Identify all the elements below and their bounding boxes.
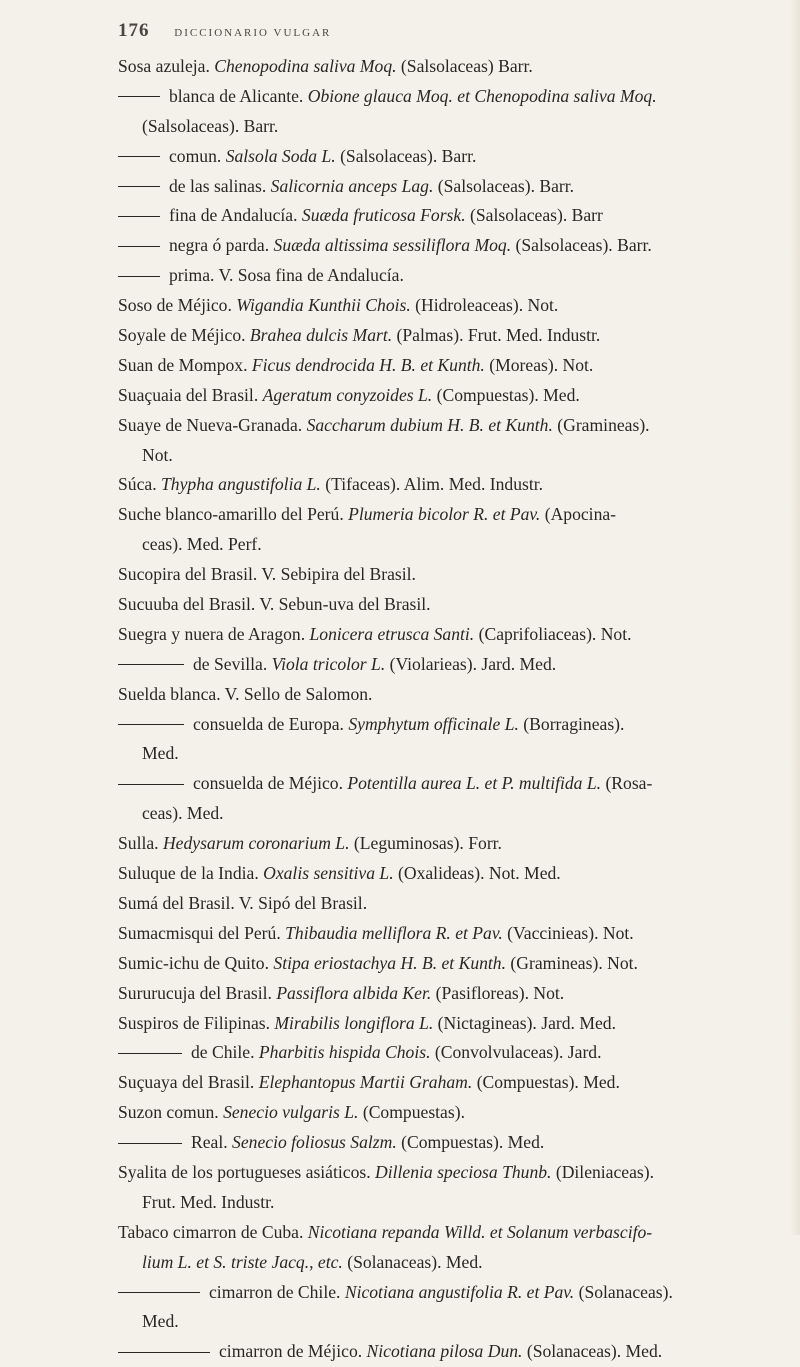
- entry-line: [118, 859, 788, 889]
- entry-line: [118, 1307, 788, 1337]
- entry-line: [118, 1248, 788, 1278]
- scientific-name: Hedysarum coronarium L.: [162, 833, 350, 854]
- entry-line: [118, 381, 788, 411]
- family-and-uses: (Salsolaceas) Barr.: [396, 56, 533, 76]
- entry-line: [118, 441, 788, 471]
- common-name: Sulla.: [118, 833, 163, 854]
- scientific-name: Passiflora albida Ker.: [276, 982, 432, 1003]
- entry-line: [118, 1188, 788, 1218]
- entry-line: [118, 620, 788, 650]
- family-and-uses: (Leguminosas). Forr.: [349, 833, 502, 854]
- common-name: negra ó parda.: [169, 235, 274, 256]
- scientific-name: Chenopodina saliva Moq.: [214, 56, 397, 76]
- scientific-name: Suæda fruticosa Forsk.: [301, 205, 466, 226]
- common-name: cimarron de Méjico.: [219, 1341, 367, 1362]
- ditto-dash: [118, 276, 160, 277]
- scientific-name: Nicotiana angustifolia R. et Pav.: [344, 1281, 575, 1302]
- common-name: Suçuaya del Brasil.: [118, 1072, 259, 1093]
- entry-line: [118, 769, 788, 799]
- entry-line: [118, 919, 788, 949]
- common-name: consuelda de Europa.: [193, 713, 349, 734]
- entry-line: [118, 829, 788, 859]
- family-and-uses: (Salsolaceas). Barr: [465, 205, 603, 226]
- scientific-name: Thypha angustifolia L.: [161, 474, 321, 495]
- entry-line: [118, 590, 788, 620]
- ditto-dash: [118, 724, 184, 725]
- ditto-dash: [118, 1143, 182, 1144]
- common-name: de Chile.: [191, 1042, 259, 1063]
- scientific-name: Potentilla aurea L. et P. multifida L.: [347, 773, 602, 794]
- common-name: Sumic-ichu de Quito.: [118, 952, 274, 973]
- scientific-name: Suæda altissima sessiliflora Moq.: [273, 235, 512, 256]
- entry-line: [118, 1038, 788, 1068]
- family-and-uses: (Gramineas). Not.: [506, 952, 638, 973]
- family-and-uses: (Apocina-: [540, 504, 617, 525]
- entry-line: [118, 1068, 788, 1098]
- entry-line: [118, 530, 788, 560]
- scientific-name: Pharbitis hispida Chois.: [258, 1042, 431, 1063]
- common-name: Suzon comun.: [118, 1102, 224, 1123]
- entry-line: [118, 1128, 788, 1158]
- family-and-uses: (Hidroleaceas). Not.: [410, 295, 559, 316]
- common-name: cimarron de Chile.: [209, 1281, 345, 1302]
- entry-line: [118, 500, 788, 530]
- family-and-uses: (Dileniaceas).: [551, 1161, 655, 1182]
- scientific-name: Senecio vulgaris L.: [223, 1102, 359, 1123]
- scientific-name: Nicotiana repanda Willd. et Solanum verbascifo-: [307, 1221, 653, 1242]
- family-and-uses: (Salsolaceas). Barr.: [335, 145, 477, 166]
- family-and-uses: (Solanaceas). Med.: [522, 1341, 663, 1362]
- entry-line: [118, 949, 788, 979]
- page-edge-shadow: [790, 0, 800, 1235]
- scientific-name: Wigandia Kunthii Chois.: [236, 295, 411, 316]
- family-and-uses: (Violarieas). Jard. Med.: [385, 653, 557, 674]
- entry-line: [118, 291, 788, 321]
- family-and-uses: (Solanaceas).: [574, 1281, 673, 1302]
- entry-line: [118, 261, 788, 291]
- common-name: Med.: [142, 743, 179, 764]
- scientific-name: Salsola Soda L.: [225, 145, 336, 166]
- page-number: 176: [118, 20, 150, 41]
- scientific-name: Mirabilis longiflora L.: [274, 1012, 434, 1033]
- entry-line: [118, 351, 788, 381]
- common-name: ceas). Med. Perf.: [142, 534, 262, 555]
- family-and-uses: (Palmas). Frut. Med. Industr.: [392, 325, 601, 346]
- common-name: prima. V. Sosa fina de Andalucía.: [169, 265, 404, 286]
- common-name: Sucuuba del Brasil. V. Sebun-uva del Brasil.: [118, 594, 431, 615]
- family-and-uses: (Borragineas).: [518, 713, 625, 734]
- entry-line: [118, 739, 788, 769]
- common-name: Sururucuja del Brasil.: [118, 982, 277, 1003]
- entry-line: [118, 1218, 788, 1248]
- entry-line: [118, 1098, 788, 1128]
- common-name: Súca.: [118, 474, 161, 495]
- scientific-name: Salicornia anceps Lag.: [270, 175, 434, 196]
- family-and-uses: (Vaccinieas). Not.: [502, 922, 634, 943]
- ditto-dash: [118, 1053, 182, 1054]
- common-name: Not.: [142, 444, 173, 465]
- common-name: Soyale de Méjico.: [118, 325, 250, 346]
- entry-line: [118, 979, 788, 1009]
- common-name: Sosa azuleja.: [118, 56, 215, 76]
- entry-line: [118, 470, 788, 500]
- ditto-dash: [118, 246, 160, 247]
- common-name: Frut. Med. Industr.: [142, 1191, 275, 1212]
- common-name: Soso de Méjico.: [118, 295, 237, 316]
- entry-line: [118, 231, 788, 261]
- common-name: fina de Andalucía.: [169, 205, 302, 226]
- running-head: DICCIONARIO VULGAR: [174, 27, 332, 39]
- family-and-uses: (Caprifoliaceas). Not.: [474, 623, 632, 644]
- ditto-dash: [118, 156, 160, 157]
- family-and-uses: (Salsolaceas). Barr.: [433, 175, 575, 196]
- common-name: Sumá del Brasil. V. Sipó del Brasil.: [118, 892, 368, 913]
- entry-line: [118, 82, 788, 112]
- entry-line: [118, 321, 788, 351]
- common-name: Tabaco cimarron de Cuba.: [118, 1221, 308, 1242]
- scientific-name: Brahea dulcis Mart.: [249, 325, 393, 346]
- family-and-uses: (Salsolaceas). Barr.: [511, 235, 652, 256]
- dictionary-entries: [118, 52, 788, 1367]
- common-name: Suaye de Nueva-Granada.: [118, 414, 307, 435]
- common-name: Sucopira del Brasil. V. Sebipira del Brasil.: [118, 564, 416, 585]
- page-header: [118, 20, 758, 48]
- family-and-uses: (Pasifloreas). Not.: [431, 982, 565, 1003]
- scientific-name: Viola tricolor L.: [271, 653, 386, 674]
- entry-line: [118, 411, 788, 441]
- scientific-name: Lonicera etrusca Santi.: [309, 623, 475, 644]
- common-name: (Salsolaceas). Barr.: [142, 115, 279, 136]
- entry-line: [118, 1158, 788, 1188]
- family-and-uses: (Compuestas). Med.: [396, 1132, 545, 1153]
- common-name: de Sevilla.: [193, 653, 272, 674]
- family-and-uses: (Tifaceas). Alim. Med. Industr.: [320, 474, 544, 495]
- scientific-name: Stipa eriostachya H. B. et Kunth.: [273, 952, 506, 973]
- scientific-name: Symphytum officinale L.: [348, 713, 519, 734]
- entry-line: [118, 52, 788, 82]
- scientific-name: Ficus dendrocida H. B. et Kunth.: [251, 354, 485, 375]
- family-and-uses: (Solanaceas). Med.: [342, 1251, 483, 1272]
- common-name: Suelda blanca. V. Sello de Salomon.: [118, 683, 373, 704]
- common-name: ceas). Med.: [142, 803, 224, 824]
- scientific-name: Senecio foliosus Salzm.: [232, 1132, 397, 1153]
- ditto-dash: [118, 784, 184, 785]
- scientific-name: Dillenia speciosa Thunb.: [375, 1161, 552, 1182]
- ditto-dash: [118, 96, 160, 97]
- entry-line: [118, 560, 788, 590]
- common-name: blanca de Alicante.: [169, 85, 308, 106]
- family-and-uses: (Convolvulaceas). Jard.: [430, 1042, 602, 1063]
- common-name: Suegra y nuera de Aragon.: [118, 623, 310, 644]
- ditto-dash: [118, 664, 184, 665]
- entry-line: [118, 680, 788, 710]
- common-name: Syalita de los portugueses asiáticos.: [118, 1161, 376, 1182]
- entry-line: [118, 799, 788, 829]
- family-and-uses: (Moreas). Not.: [484, 354, 594, 375]
- entry-line: [118, 112, 788, 142]
- family-and-uses: (Compuestas). Med.: [472, 1072, 620, 1093]
- common-name: Suan de Mompox.: [118, 354, 252, 375]
- family-and-uses: (Compuestas).: [358, 1102, 465, 1123]
- common-name: Med.: [142, 1311, 179, 1332]
- ditto-dash: [118, 186, 160, 187]
- common-name: Sumacmisqui del Perú.: [118, 922, 286, 943]
- entry-line: [118, 1278, 788, 1308]
- scientific-name: Saccharum dubium H. B. et Kunth.: [306, 414, 553, 435]
- entry-line: [118, 889, 788, 919]
- family-and-uses: (Rosa-: [601, 773, 653, 794]
- scientific-name: lium L. et S. triste Jacq., etc.: [142, 1251, 343, 1272]
- common-name: Suluque de la India.: [118, 863, 264, 884]
- common-name: de las salinas.: [169, 175, 271, 196]
- common-name: consuelda de Méjico.: [193, 773, 348, 794]
- common-name: Real.: [191, 1132, 233, 1153]
- common-name: Suaçuaia del Brasil.: [118, 384, 263, 405]
- scientific-name: Plumeria bicolor R. et Pav.: [348, 504, 541, 525]
- entry-line: [118, 650, 788, 680]
- ditto-dash: [118, 1352, 210, 1353]
- common-name: comun.: [169, 145, 226, 166]
- entry-line: [118, 142, 788, 172]
- entry-line: [118, 172, 788, 202]
- entry-line: [118, 1009, 788, 1039]
- family-and-uses: (Gramineas).: [552, 414, 650, 435]
- scientific-name: Thibaudia melliflora R. et Pav.: [285, 922, 503, 943]
- scientific-name: Elephantopus Martii Graham.: [258, 1072, 473, 1093]
- common-name: Suche blanco-amarillo del Perú.: [118, 504, 349, 525]
- scientific-name: Ageratum conyzoides L.: [262, 384, 433, 405]
- entry-line: [118, 201, 788, 231]
- common-name: Suspiros de Filipinas.: [118, 1012, 275, 1033]
- family-and-uses: (Compuestas). Med.: [432, 384, 580, 405]
- scientific-name: Nicotiana pilosa Dun.: [366, 1341, 523, 1362]
- entry-line: [118, 710, 788, 740]
- ditto-dash: [118, 216, 160, 217]
- scientific-name: Oxalis sensitiva L.: [263, 863, 394, 884]
- ditto-dash: [118, 1292, 200, 1293]
- scientific-name: Obione glauca Moq. et Chenopodina saliva Moq.: [307, 85, 657, 106]
- family-and-uses: (Oxalideas). Not. Med.: [393, 863, 561, 884]
- family-and-uses: (Nictagineas). Jard. Med.: [433, 1012, 616, 1033]
- entry-line: [118, 1337, 788, 1367]
